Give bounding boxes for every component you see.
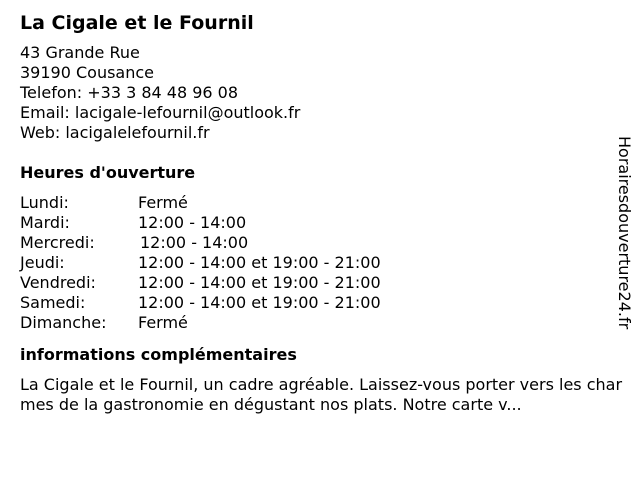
day-label: Dimanche:	[20, 313, 107, 332]
contact-block	[20, 43, 620, 143]
email-line[interactable]: Email: lacigale-lefournil@outlook.fr	[20, 103, 301, 122]
hours-row-dimanche	[20, 313, 620, 333]
additional-info-text: La Cigale et le Fournil, un cadre agréable. Laissez-vous porter vers les charmes de la gastronomie en dégustant nos plats. Notre carte v...	[20, 375, 623, 414]
website-line[interactable]: Web: lacigalelefournil.fr	[20, 123, 210, 142]
day-label: Mardi:	[20, 213, 70, 232]
opening-hours-table	[20, 193, 620, 333]
business-name: La Cigale et le Fournil	[20, 12, 254, 34]
opening-hours-title: Heures d'ouverture	[20, 163, 196, 182]
hours-row-lundi	[20, 193, 620, 213]
day-hours: Fermé	[138, 313, 188, 332]
phone-line[interactable]: Telefon: +33 3 84 48 96 08	[20, 83, 239, 102]
day-hours: 12:00 - 14:00	[140, 233, 249, 252]
day-label: Vendredi:	[20, 273, 96, 292]
day-label: Jeudi:	[20, 253, 65, 272]
additional-info-title: informations complémentaires	[20, 345, 297, 364]
business-card	[20, 10, 623, 415]
site-watermark: Horairesdouverture24.fr	[615, 136, 634, 330]
hours-row-mardi	[20, 213, 620, 233]
day-hours: 12:00 - 14:00 et 19:00 - 21:00	[138, 293, 381, 312]
hours-row-mercredi	[20, 233, 620, 253]
day-label: Mercredi:	[20, 233, 95, 252]
hours-row-samedi	[20, 293, 620, 313]
address-city: 39190 Cousance	[20, 63, 155, 82]
hours-row-vendredi	[20, 273, 620, 293]
day-hours: 12:00 - 14:00 et 19:00 - 21:00	[138, 253, 381, 272]
day-label: Lundi:	[20, 193, 69, 212]
day-hours: 12:00 - 14:00	[138, 213, 247, 232]
hours-row-jeudi	[20, 253, 620, 273]
address-street: 43 Grande Rue	[20, 43, 140, 62]
day-label: Samedi:	[20, 293, 86, 312]
day-hours: Fermé	[138, 193, 188, 212]
day-hours: 12:00 - 14:00 et 19:00 - 21:00	[138, 273, 381, 292]
